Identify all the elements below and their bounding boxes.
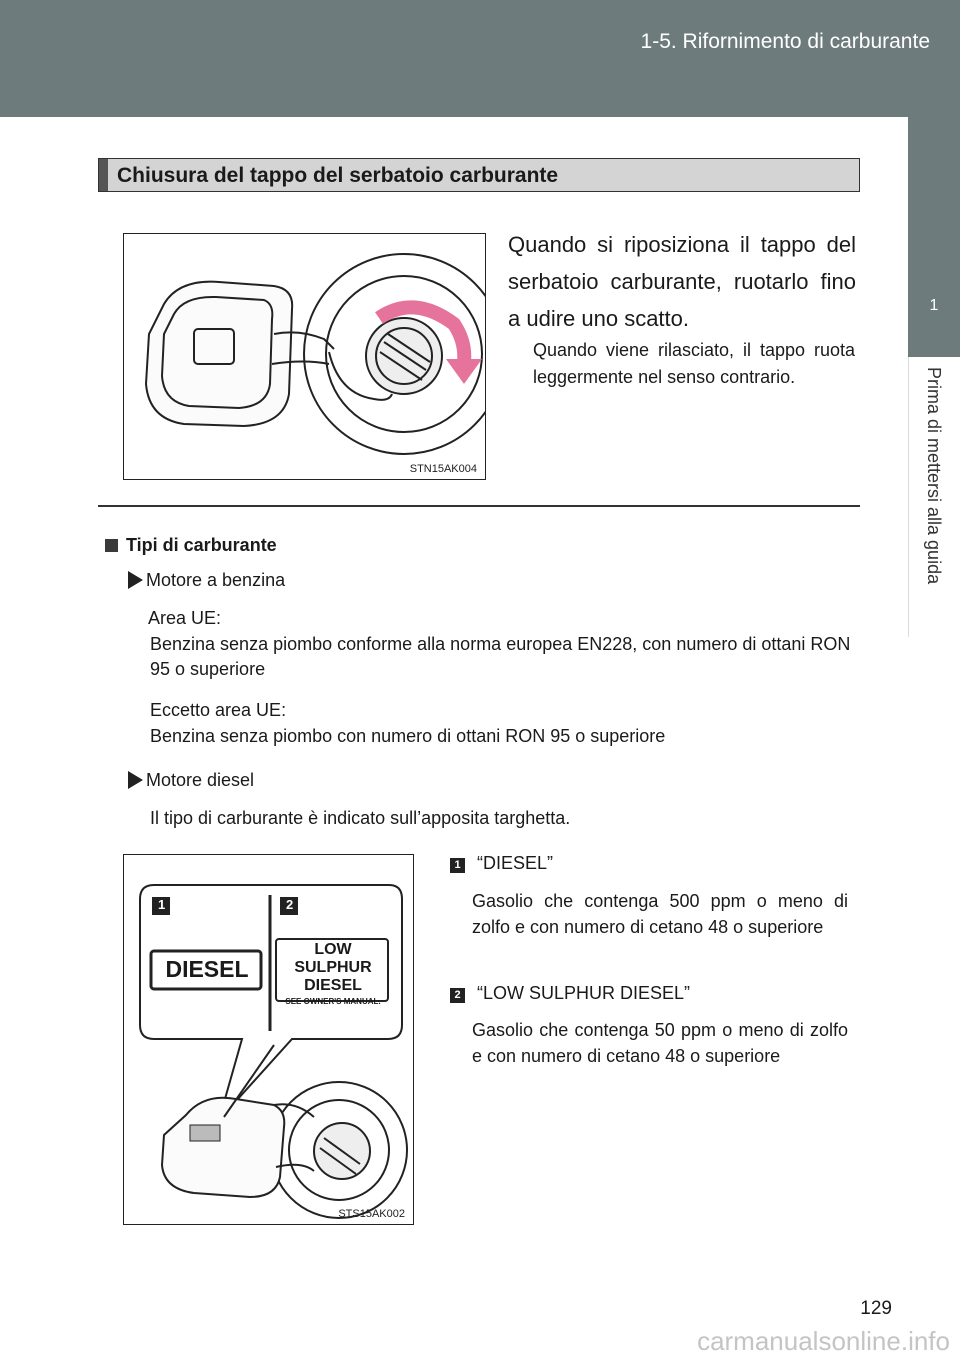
callout-badge-2: 2 (286, 897, 294, 912)
section-title: Chiusura del tappo del serbatoio carburante (117, 164, 559, 187)
closing-instruction: Quando si riposiziona il tappo del serbatoio carburante, ruotarlo fino a udire uno scatto. (508, 232, 856, 331)
closing-note: Quando viene rilasciato, il tappo ruota leggermente nel senso contrario. (533, 340, 855, 387)
chapter-tab (908, 117, 960, 357)
fuel-types-heading: Tipi di carburante (105, 533, 277, 558)
section-divider (98, 505, 860, 507)
page-number: 129 (860, 1298, 892, 1319)
petrol-engine-label: Motore a benzina (128, 568, 285, 593)
eu-area-text: Benzina senza piombo conforme alla norma europea EN228, con numero di ottani RON 95 o superiore (150, 634, 851, 679)
low-sulphur-label-text: LOW SULPHUR DIESEL SEE OWNER'S MANUAL. (285, 941, 381, 1006)
diesel-engine-label: Motore diesel (128, 768, 254, 793)
chapter-title: 1-5. Rifornimento di carburante (640, 30, 930, 53)
section-heading (98, 158, 860, 192)
section-heading-bar (99, 159, 108, 191)
square-bullet-icon (105, 539, 118, 552)
item-text: Gasolio che contenga 50 ppm o meno di zolfo e con numero di cetano 48 o superiore (472, 1020, 848, 1066)
fuel-labels-drawing (124, 855, 413, 1224)
number-badge: 1 (450, 858, 465, 873)
figure-code: STN15AK004 (409, 463, 477, 475)
non-eu-area-text: Benzina senza piombo con numero di ottani RON 95 o superiore (150, 726, 666, 746)
list-item (450, 980, 850, 1006)
diesel-label-text: DIESEL (165, 956, 249, 982)
list-item (450, 850, 850, 876)
number-badge: 2 (450, 988, 465, 1003)
item-text: Gasolio che contenga 500 ppm o meno di zolfo e con numero di cetano 48 o superiore (472, 891, 848, 937)
item-title: “DIESEL” (477, 853, 554, 873)
page-header (0, 0, 960, 117)
callout-badge-1: 1 (158, 897, 166, 912)
triangle-bullet-icon (128, 771, 143, 789)
fuel-door-drawing (124, 234, 485, 479)
figure-code: STS15AK002 (338, 1208, 405, 1220)
watermark: carmanualsonline.info (697, 1326, 950, 1356)
chapter-tab-label (908, 357, 960, 637)
eu-area-label: Area UE: (148, 608, 222, 628)
chapter-number: 1 (929, 297, 939, 314)
fuel-cap-closing-illustration (123, 233, 486, 480)
diesel-engine-text: Il tipo di carburante è indicato sull’apposita targhetta. (150, 808, 571, 828)
diesel-label-illustration (123, 854, 414, 1225)
triangle-bullet-icon (128, 571, 143, 589)
chapter-name: Prima di mettersi alla guida (924, 367, 944, 585)
item-title: “LOW SULPHUR DIESEL” (477, 983, 691, 1003)
non-eu-area-label: Eccetto area UE: (150, 700, 287, 720)
